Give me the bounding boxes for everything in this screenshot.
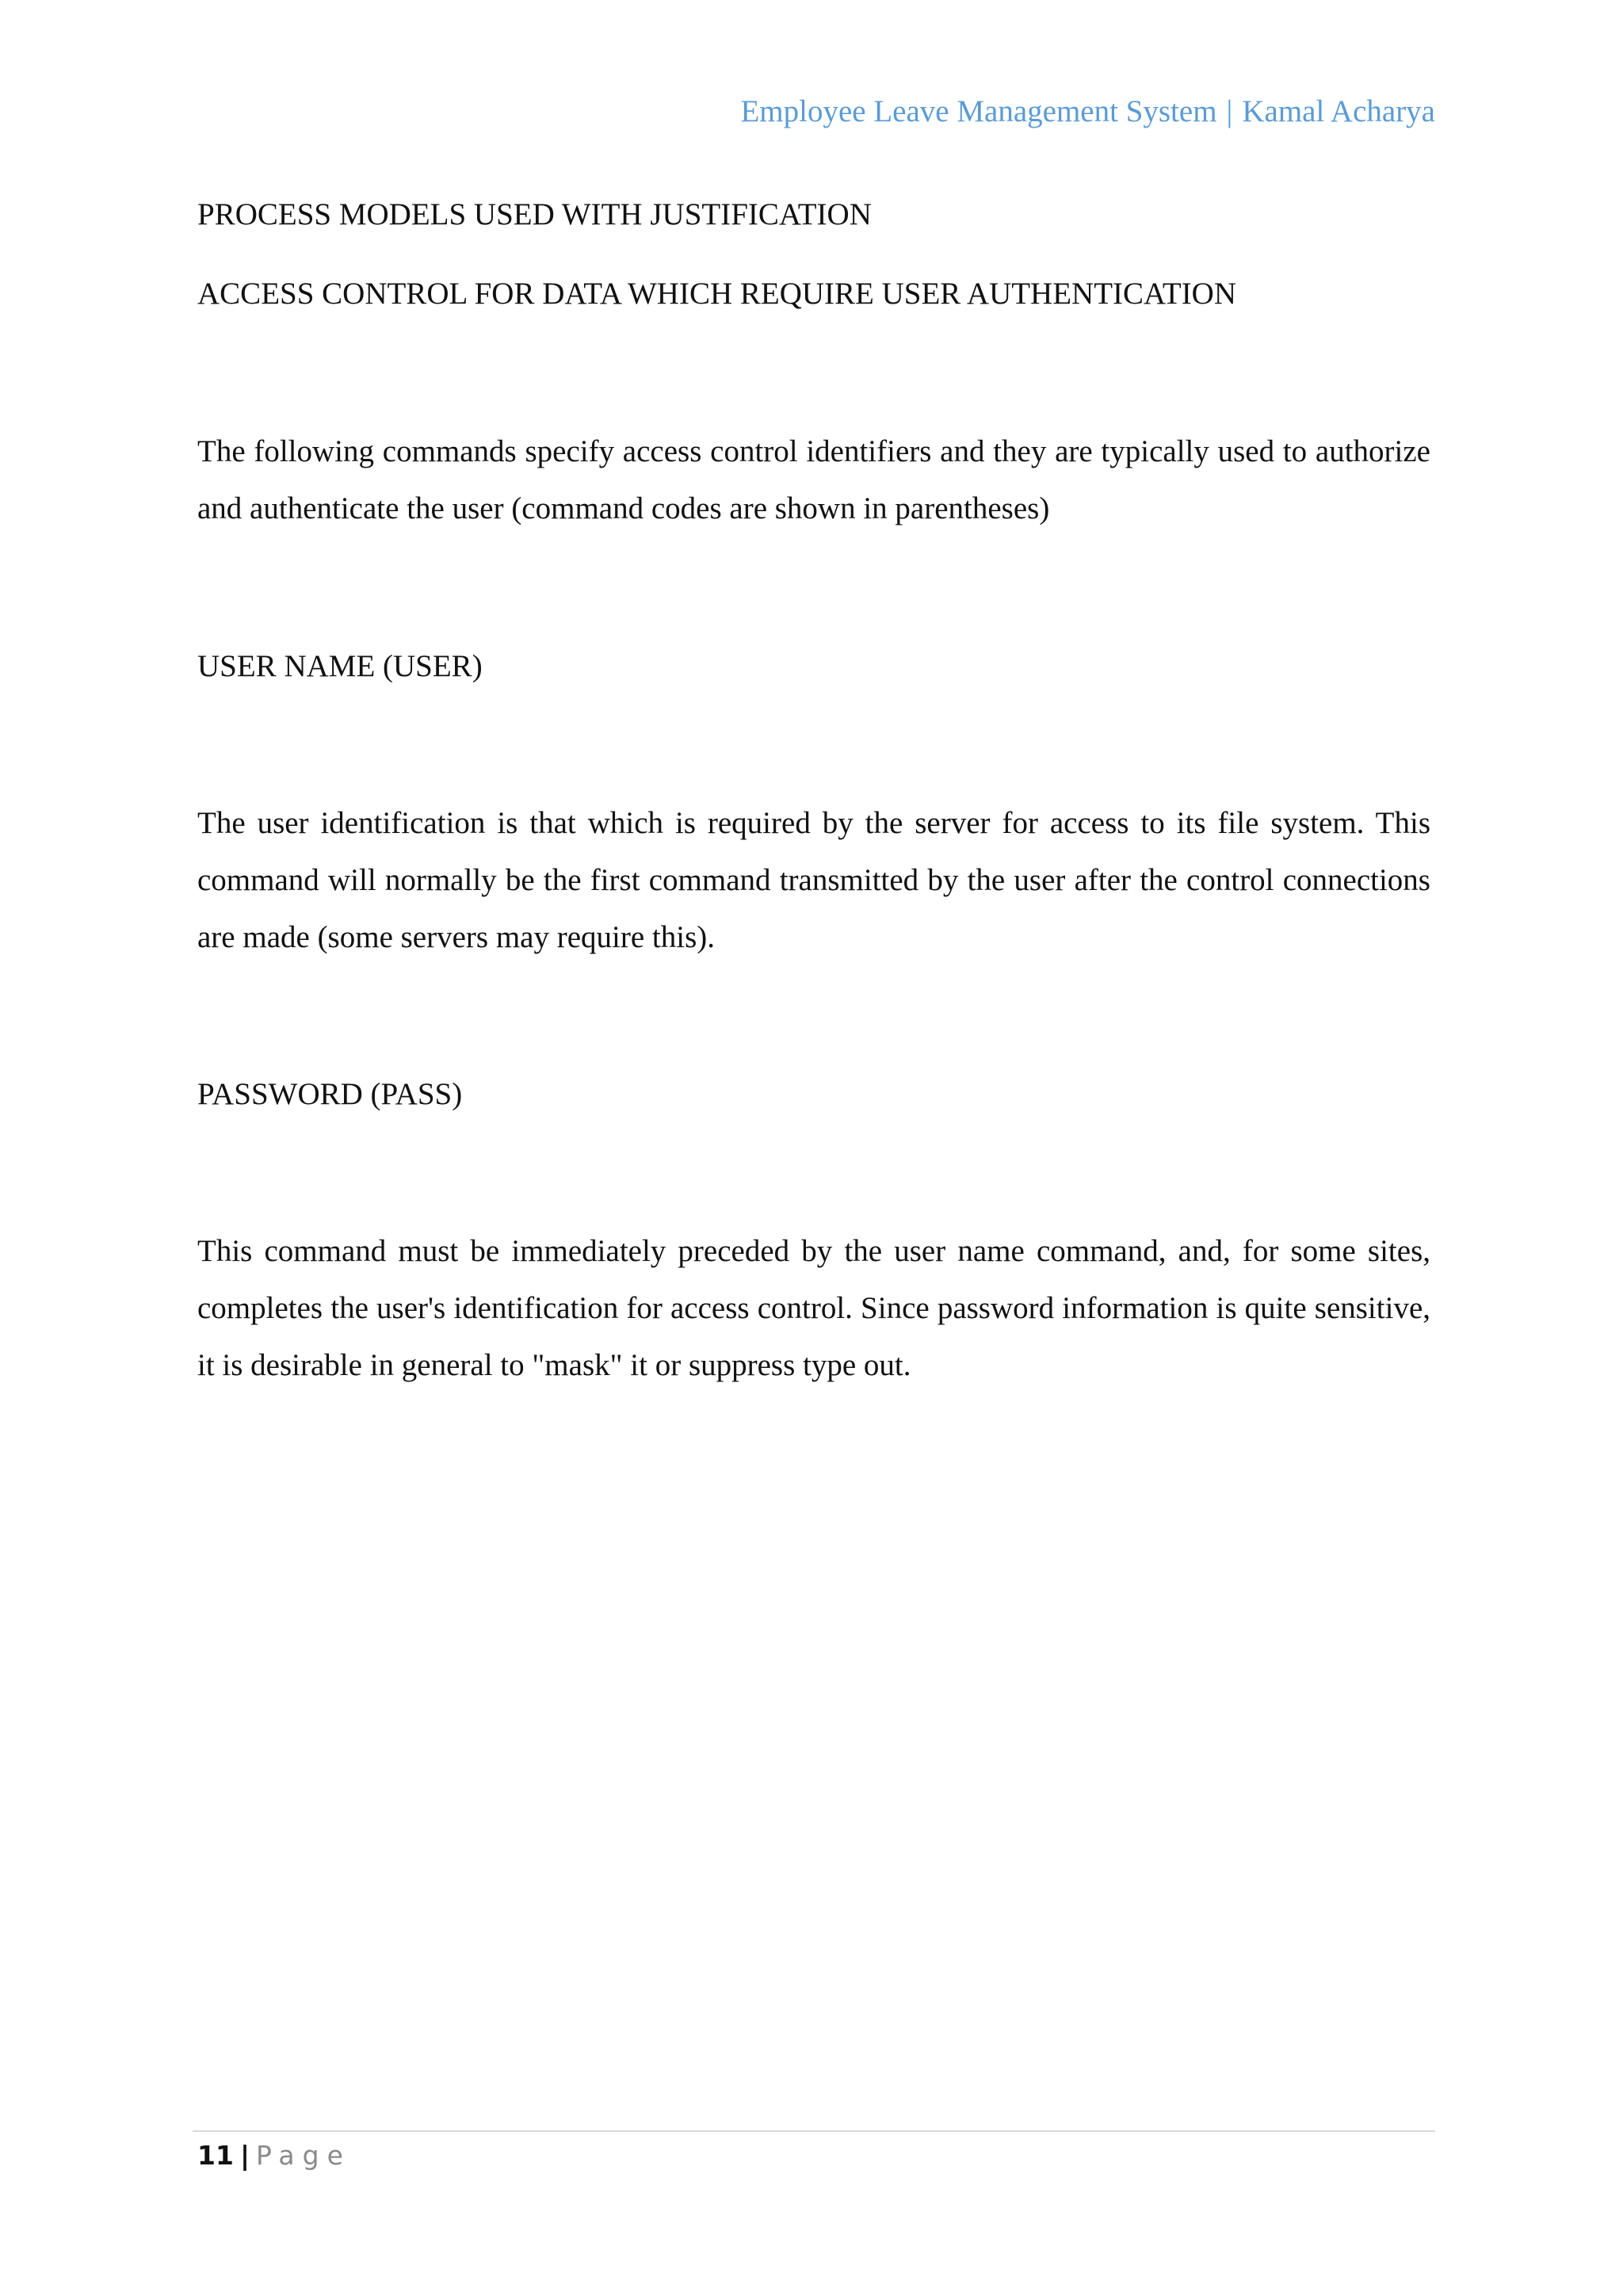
header-author: Kamal Acharya <box>1242 94 1435 128</box>
running-header <box>740 94 1435 129</box>
password-paragraph: This command must be immediately preceded by the user name command, and, for some sites, completes the user's identification for access control. Since password information is quite sensitive, it is desirable in general to "mask" it or suppress type out. <box>197 1234 1430 1382</box>
page-footer <box>197 2140 351 2171</box>
footer-divider <box>193 2130 1435 2132</box>
page-label: Page <box>256 2140 351 2171</box>
intro-paragraph: The following commands specify access control identifiers and they are typically used to authorize and authenticate the user (command codes are shown in parentheses) <box>197 434 1430 525</box>
header-separator: | <box>1226 94 1233 128</box>
heading-access-control: ACCESS CONTROL FOR DATA WHICH REQUIRE USER AUTHENTICATION <box>197 277 1237 311</box>
user-name-paragraph: The user identification is that which is required by the server for access to its file system. This command will normally be the first command transmitted by the user after the control connections are made (some servers may require this). <box>197 806 1430 954</box>
user-name-heading: USER NAME (USER) <box>197 649 483 683</box>
heading-process-models: PROCESS MODELS USED WITH JUSTIFICATION <box>197 197 872 231</box>
password-heading: PASSWORD (PASS) <box>197 1077 463 1111</box>
footer-separator: | <box>239 2140 250 2171</box>
page-number: 11 <box>197 2140 234 2171</box>
header-title: Employee Leave Management System <box>740 94 1217 128</box>
